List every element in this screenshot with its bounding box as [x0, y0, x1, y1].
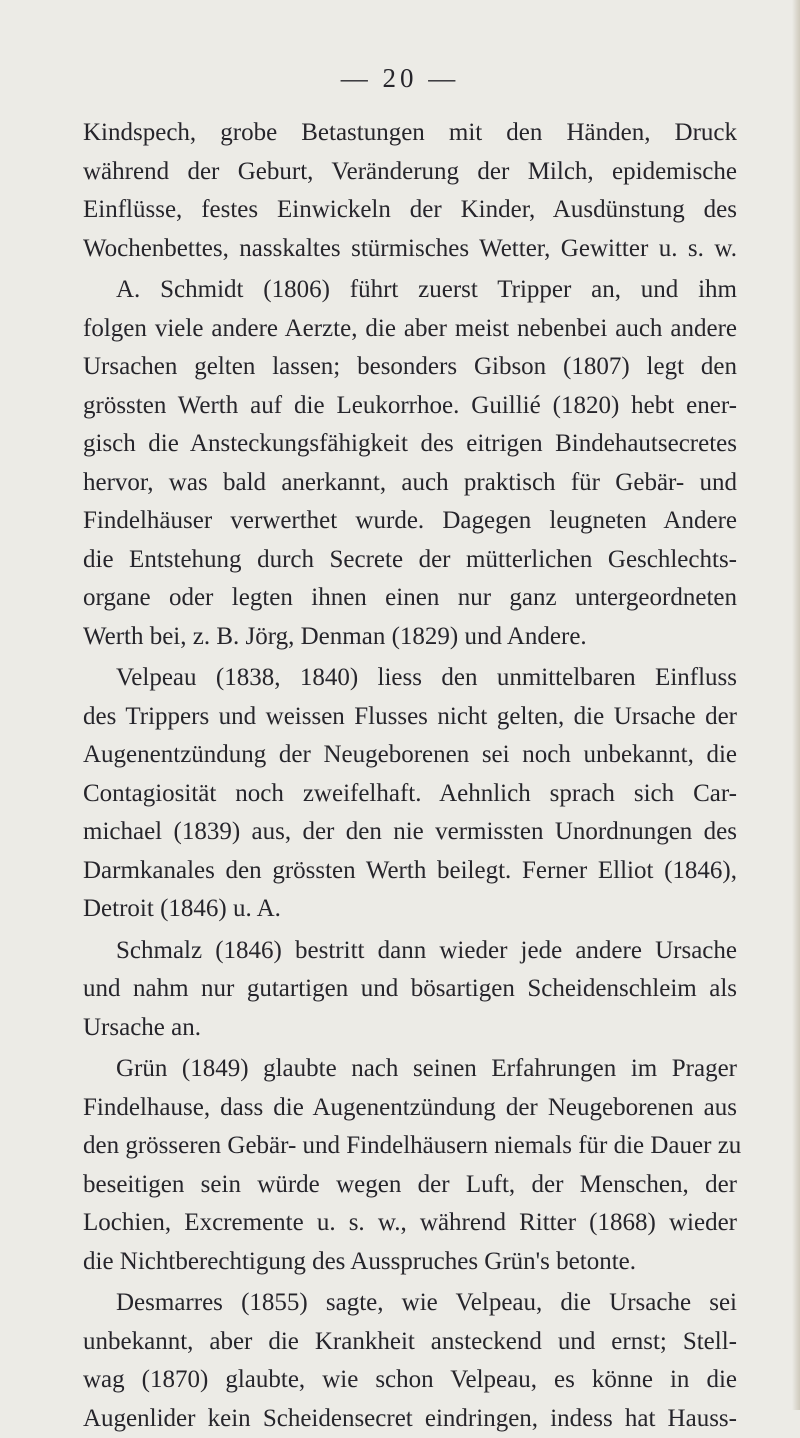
text-line: den grösseren Gebär- und Findelhäusern niemals für die Dauer zu — [83, 1127, 737, 1166]
text-line: Einflüsse, festes Einwickeln der Kinder, Ausdünstung des — [83, 191, 737, 230]
text-line: Findelhause, dass die Augenentzündung der Neugeborenen aus — [83, 1089, 737, 1128]
text-line: während der Geburt, Veränderung der Milch, epidemische — [83, 153, 737, 192]
text-line: Lochien, Excremente u. s. w., während Ritter (1868) wieder — [83, 1204, 737, 1243]
text-line: Grün (1849) glaubte nach seinen Erfahrungen im Prager — [83, 1050, 737, 1089]
paragraph — [83, 1284, 737, 1438]
text-line: michael (1839) aus, der den nie vermissten Unordnungen des — [83, 813, 737, 852]
page-number: — 20 — — [0, 62, 800, 94]
text-line: beseitigen sein würde wegen der Luft, der Menschen, der — [83, 1166, 737, 1205]
text-line: grössten Werth auf die Leukorrhoe. Guillié (1820) hebt ener- — [83, 387, 737, 426]
text-line: Findelhäuser verwerthet wurde. Dagegen leugneten Andere — [83, 502, 737, 541]
text-line: wag (1870) glaubte, wie schon Velpeau, es könne in die — [83, 1361, 737, 1400]
paragraph — [83, 114, 737, 268]
paragraph — [83, 271, 737, 656]
text-line: Wochenbettes, nasskaltes stürmisches Wetter, Gewitter u. s. w. — [83, 230, 737, 269]
text-line: Contagiosität noch zweifelhaft. Aehnlich sprach sich Car- — [83, 775, 737, 814]
text-line: organe oder legten ihnen einen nur ganz untergeordneten — [83, 579, 737, 618]
text-line: die Nichtberechtigung des Ausspruches Grün's betonte. — [83, 1243, 737, 1282]
text-line: Ursachen gelten lassen; besonders Gibson (1807) legt den — [83, 348, 737, 387]
text-line: Werth bei, z. B. Jörg, Denman (1829) und Andere. — [83, 618, 737, 657]
text-line: die Entstehung durch Secrete der mütterlichen Geschlechts- — [83, 541, 737, 580]
text-line: A. Schmidt (1806) führt zuerst Tripper an, und ihm — [83, 271, 737, 310]
text-line: folgen viele andere Aerzte, die aber meist nebenbei auch andere — [83, 310, 737, 349]
body-text — [83, 114, 737, 1438]
text-line: Detroit (1846) u. A. — [83, 890, 737, 929]
text-line: und nahm nur gutartigen und bösartigen Scheidenschleim als — [83, 970, 737, 1009]
paragraph — [83, 1050, 737, 1281]
text-line: Darmkanales den grössten Werth beilegt. Ferner Elliot (1846), — [83, 852, 737, 891]
text-line: Velpeau (1838, 1840) liess den unmittelbaren Einfluss — [83, 659, 737, 698]
text-line: Kindspech, grobe Betastungen mit den Händen, Druck — [83, 114, 737, 153]
text-line: hervor, was bald anerkannt, auch praktisch für Gebär- und — [83, 464, 737, 503]
text-line: unbekannt, aber die Krankheit ansteckend und ernst; Stell- — [83, 1323, 737, 1362]
text-line: des Trippers und weissen Flusses nicht gelten, die Ursache der — [83, 698, 737, 737]
text-line: Augenentzündung der Neugeborenen sei noch unbekannt, die — [83, 736, 737, 775]
text-line: Ursache an. — [83, 1009, 737, 1048]
paragraph — [83, 932, 737, 1048]
text-line: Augenlider kein Scheidensecret eindringen, indess hat Hauss- — [83, 1400, 737, 1438]
paragraph — [83, 659, 737, 929]
text-line: Desmarres (1855) sagte, wie Velpeau, die Ursache sei — [83, 1284, 737, 1323]
page-edge-shadow — [792, 0, 800, 1410]
text-line: gisch die Ansteckungsfähigkeit des eitrigen Bindehautsecretes — [83, 425, 737, 464]
text-line: Schmalz (1846) bestritt dann wieder jede andere Ursache — [83, 932, 737, 971]
